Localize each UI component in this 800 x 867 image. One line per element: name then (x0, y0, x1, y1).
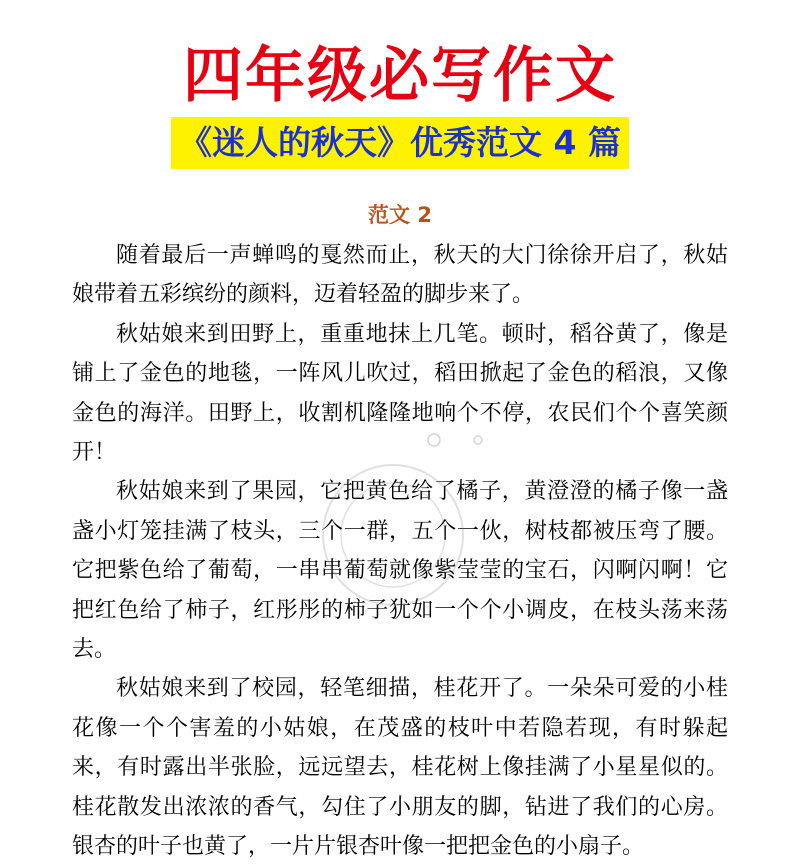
section-label: 范文 2 (368, 203, 432, 227)
paragraph: 秋姑娘来到了果园，它把黄色给了橘子，黄澄澄的橘子像一盏盏小灯笼挂满了枝头，三个一群，五个一伙，树枝都被压弯了腰。它把紫色给了葡萄，一串串葡萄就像紫莹莹的宝石，闪啊闪啊！它把红色给了柿子，红彤彤的柿子犹如一个个小调皮，在枝头荡来荡去。 (72, 479, 728, 663)
page-subtitle: 《迷人的秋天》优秀范文 4 篇 (171, 117, 629, 169)
page-title: 四年级必写作文 (183, 41, 617, 111)
paragraph: 随着最后一声蝉鸣的戛然而止，秋天的大门徐徐开启了，秋姑娘带着五彩缤纷的颜料，迈着轻盈的脚步来了。 (72, 243, 728, 308)
paragraph: 秋姑娘来到田野上，重重地抹上几笔。顿时，稻谷黄了，像是铺上了金色的地毯，一阵风儿吹过，稻田掀起了金色的稻浪，又像金色的海洋。田野上，收割机隆隆地响个不停，农民们个个喜笑颜开！ (72, 321, 728, 466)
subtitle-container (0, 117, 800, 169)
paragraph: 秋姑娘来到了校园，轻笔细描，桂花开了。一朵朵可爱的小桂花像一个个害羞的小姑娘，在茂盛的枝叶中若隐若现，有时躲起来，有时露出半张脸，远远望去，桂花树上像挂满了小星星似的。桂花散发出浓浓的香气，勾住了小朋友的脚，钻进了我们的心房。银杏的叶子也黄了，一片片银杏叶像一把把金色的小扇子。 (72, 676, 728, 860)
essay-body (72, 236, 728, 867)
watermark-dots-icon (424, 430, 484, 450)
